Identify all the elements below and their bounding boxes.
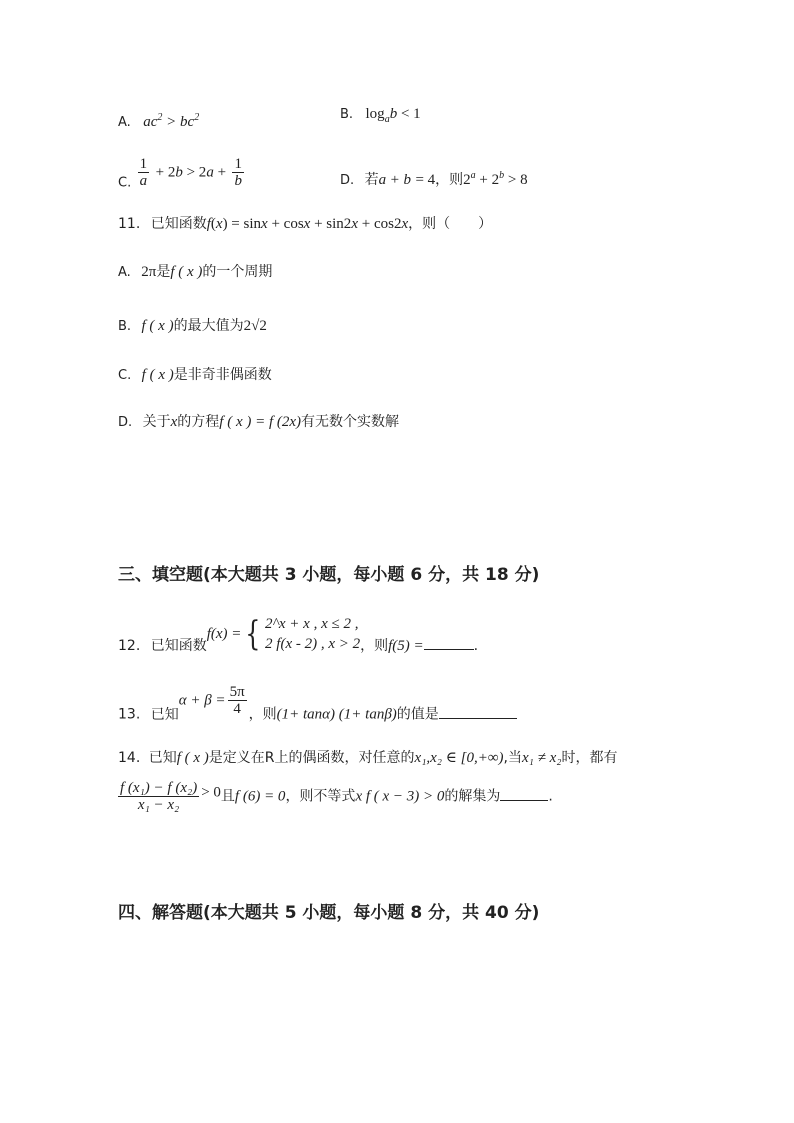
q11-stem-post: ，则（ ）	[408, 216, 493, 232]
q12-ask: f(5) =	[388, 638, 424, 654]
q12-mid: ，则	[360, 638, 389, 654]
q11-d-post: 有无数个实数解	[301, 414, 400, 430]
q11-a-post: 的一个周期	[202, 264, 273, 280]
q14-f6: f (6) = 0	[234, 788, 286, 805]
q14-pre: 已知	[148, 750, 177, 766]
option-label: D.	[118, 415, 133, 430]
q12	[118, 614, 478, 664]
q14-line-2	[118, 780, 553, 820]
option-label: A.	[118, 265, 131, 280]
option-label: B.	[340, 107, 354, 122]
q12-function: f(x) =	[206, 626, 242, 642]
q14-inequality: x f ( x − 3) > 0	[355, 788, 445, 805]
fraction-1-over-b: $\frac{1}{b}$	[234, 156, 242, 189]
question-number: 11.	[118, 216, 141, 232]
q13	[118, 684, 517, 724]
q14-gt0: > 0	[201, 784, 221, 801]
q10-option-c: C. $\frac{1}{a}$ + 2b > 2a + $\frac{1}{b}$	[118, 156, 242, 191]
q10-option-d: D. 若a + b = 4，则$2^a + 2^b > 8$	[340, 170, 528, 188]
answer-blank[interactable]	[500, 800, 548, 801]
option-label: D.	[340, 173, 355, 188]
q11-b-function: f ( x )	[141, 318, 174, 334]
q14-denominator: x₁ − x₂	[137, 797, 180, 813]
q11-a-mid: 是	[156, 264, 171, 280]
q11-d-pre: 关于	[142, 414, 171, 430]
fraction-1-over-a: $\frac{1}{a}$	[139, 156, 148, 189]
question-number: 14.	[118, 750, 141, 766]
q13-expression: (1+ tanα) (1+ tanβ)	[276, 706, 397, 723]
q11-b-mid: 的最大值为	[173, 318, 244, 334]
q10-option-b	[340, 104, 421, 130]
q11-d-mid: 的方程	[177, 414, 220, 430]
q13-condition-lhs: α + β =	[178, 692, 226, 709]
q11-b-value: 2√2	[243, 318, 267, 334]
q14-neq: x₁ ≠ x₂	[521, 750, 562, 766]
q14-text-6: 的解集为	[444, 788, 501, 805]
q14-fraction	[118, 780, 199, 813]
option-a-formula: $ac^2 > bc^2$	[143, 112, 200, 130]
section-3-heading: 三、填空题(本大题共 3 小题，每小题 6 分，共 18 分)	[118, 565, 540, 585]
option-b-formula: $\log_ab < 1$	[365, 106, 421, 125]
q12-end: .	[473, 638, 479, 654]
option-d-prefix: 若	[364, 172, 379, 188]
q11-stem: 11. 已知函数f(x) = sinx + cosx + sin2x + cos2x，则（ ）	[118, 216, 493, 232]
q11-c-post: 是非奇非偶函数	[173, 367, 272, 383]
q11-stem-pre: 已知函数	[150, 216, 207, 232]
q10-option-a	[118, 108, 199, 133]
q13-numerator: 5π	[229, 684, 245, 700]
option-d-mid: ，则	[435, 172, 464, 188]
q14-numerator: f (x₁) − f (x₂)	[120, 780, 198, 796]
option-label: A.	[118, 115, 131, 130]
option-label: C.	[118, 368, 132, 383]
q13-pre: 已知	[150, 706, 179, 723]
q13-mid: ，则	[248, 706, 277, 723]
q11-d-equation: f ( x ) = f (2x)	[219, 414, 302, 430]
q13-denominator: 4	[233, 701, 241, 717]
q12-case-1: 2^x + x , x ≤ 2 ,	[265, 616, 359, 632]
q14-function: f ( x )	[176, 750, 209, 766]
q11-a-function: f ( x )	[170, 264, 203, 280]
question-number: 13.	[118, 706, 141, 723]
left-brace: {	[245, 614, 261, 654]
q12-piecewise	[265, 614, 360, 654]
q14-text-2: ,当	[503, 750, 522, 766]
q14-text-3: 时，都有	[561, 750, 618, 766]
q13-fraction	[228, 684, 247, 717]
answer-blank[interactable]	[424, 649, 474, 650]
q14-line-1	[118, 748, 617, 768]
q14-variables: x₁,x₂ ∈ [0,+∞)	[414, 750, 504, 766]
q14-text-1: 是定义在R上的偶函数，对任意的	[208, 750, 415, 766]
q11-function-formula: f	[206, 216, 211, 232]
option-label: B.	[118, 319, 132, 334]
answer-blank[interactable]	[439, 718, 517, 719]
q14-end: .	[548, 788, 553, 805]
q11-d-variable: x	[170, 414, 178, 430]
question-number: 12.	[118, 638, 141, 654]
q14-text-4: 且	[220, 788, 235, 805]
q11-option-d	[118, 412, 399, 433]
q12-case-2: 2 f(x - 2) , x > 2	[265, 636, 361, 652]
q11-option-a	[118, 262, 272, 283]
q11-option-b	[118, 316, 267, 337]
q11-option-c	[118, 365, 272, 386]
q11-a-period: 2π	[141, 264, 157, 280]
q12-pre: 已知函数	[150, 638, 207, 654]
q14-text-5: ，则不等式	[285, 788, 356, 805]
q13-post: 的值是	[396, 706, 439, 723]
q11-c-function: f ( x )	[141, 367, 174, 383]
option-label: C.	[118, 175, 132, 191]
section-4-heading: 四、解答题(本大题共 5 小题，每小题 8 分，共 40 分)	[118, 903, 540, 923]
